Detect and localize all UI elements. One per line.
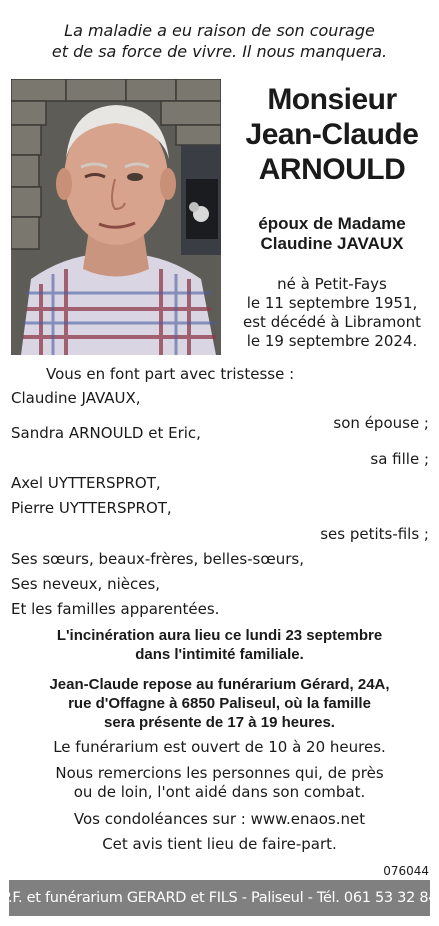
thanks-line-2: ou de loin, l'ont aidé dans son combat. [73, 783, 366, 801]
death-line-1: est décédé à Libramont [243, 313, 421, 331]
family-line-0: Claudine JAVAUX, [11, 389, 141, 407]
family-line-7: Ses sœurs, beaux-frères, belles-sœurs, [11, 550, 304, 568]
spouse-info [226, 214, 438, 254]
thanks [0, 764, 439, 802]
birth-line-1: né à Petit-Fays [277, 275, 387, 293]
quote-line-1: La maladie a eu raison de son courage [64, 21, 375, 40]
family-line-1: son épouse ; [333, 414, 429, 432]
portrait-photo [11, 79, 221, 355]
ceremony-notice [0, 626, 439, 664]
name-title: Monsieur [267, 83, 397, 116]
thanks-line-1: Nous remercions les personnes qui, de près [55, 764, 384, 782]
death-line-2: le 19 septembre 2024. [246, 332, 418, 350]
family-line-3: sa fille ; [370, 450, 429, 468]
family-line-8: Ses neveux, nièces, [11, 575, 161, 593]
funeral-home-hours: Le funérarium est ouvert de 10 à 20 heures. [53, 738, 386, 756]
condolences-link: Vos condoléances sur : www.enaos.net [73, 810, 366, 828]
spouse-line-1: époux de Madame [258, 214, 406, 233]
family-line-5: Pierre UYTTERSPROT, [11, 499, 172, 517]
ceremony-line-1: L'incinération aura lieu ce lundi 23 septembre [56, 627, 383, 644]
last-name: ARNOULD [258, 153, 406, 186]
footer-banner [1, 880, 438, 916]
announcement-intro: Vous en font part avec tristesse : [46, 365, 295, 383]
birth-line-2: le 11 septembre 1951, [246, 294, 418, 312]
opening-quote [0, 20, 439, 62]
faire-part-notice: Cet avis tient lieu de faire-part. [102, 835, 337, 853]
spouse-line-2: Claudine JAVAUX [260, 234, 404, 253]
funeral-home-line-2: rue d'Offagne à 6850 Paliseul, où la famille [68, 695, 371, 712]
family-line-4: Axel UYTTERSPROT, [11, 474, 161, 492]
ceremony-line-2: dans l'intimité familiale. [135, 646, 304, 663]
quote-line-2: et de sa force de vivre. Il nous manquera. [51, 42, 388, 61]
footer-text: P.F. et funérarium GERARD et FILS - Paliseul - Tél. 061 53 32 84 [1, 890, 438, 906]
funeral-home-line-3: sera présente de 17 à 19 heures. [104, 714, 335, 731]
funeral-home-line-1: Jean-Claude repose au funérarium Gérard, 24A, [49, 676, 390, 693]
first-name: Jean-Claude [245, 118, 419, 151]
funeral-home-notice [0, 675, 439, 732]
deceased-name [226, 82, 438, 187]
family-line-9: Et les familles apparentées. [11, 600, 220, 618]
family-line-2: Sandra ARNOULD et Eric, [11, 424, 201, 442]
reference-number: 076044 [383, 864, 429, 878]
birth-death-info [226, 275, 438, 351]
family-line-6: ses petits-fils ; [320, 525, 429, 543]
